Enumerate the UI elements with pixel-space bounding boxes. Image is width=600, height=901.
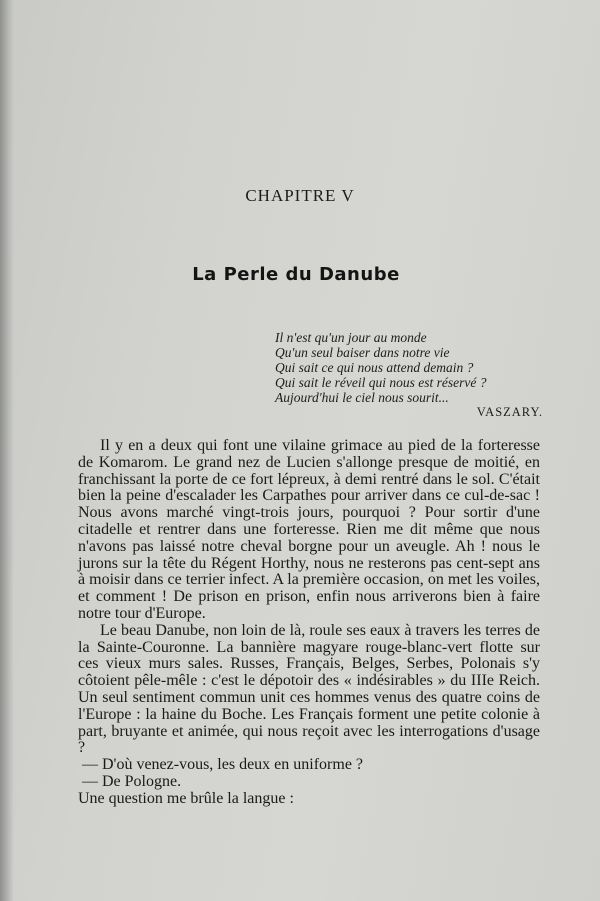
paragraph: Le beau Danube, non loin de là, roule ses eaux à travers les terres de la Sainte-Couronne. La bannière magyare rouge-blanc-vert flotte sur ces vieux murs sales. Russes, Français, Belges, Serbes, Polonais s'y côtoient pêle-mêle : c'est le dépotoir des « indésirables » du IIIe Reich. Un seul sentiment commun unit ces hommes venus des quatre coins de l'Europe : la haine du Boche. Les Français forment une petite colonie à part, bruyante et animée, qui nous reçoit avec les interrogations d'usage ? xyxy=(78,621,540,757)
paragraph: Il y en a deux qui font une vilaine grimace au pied de la forteresse de Komarom. Le grand nez de Lucien s'allonge presque de moitié, en franchissant la porte de ce fort lépreux, à demi rentré dans le sol. C'était bien la peine d'escalader les Carpathes pour arriver dans ce cul-de-sac ! Nous avons marché vingt-trois jours, pourquoi ? Pour sortir d'une citadelle et rentrer dans une forteresse. Rien me dit même que nous n'avons pas laissé notre cheval borgne pour un aveugle. Ah ! nous le jurons sur la tête du Régent Horthy, nous ne resterons pas cent-sept ans à moisir dans ce terrier infect. A la première occasion, on met les voiles, et comment ! De prison en prison, enfin nous arriverons bien à faire notre tour d'Europe. xyxy=(78,437,540,622)
epigraph-line: Qui sait le réveil qui nous est réservé ? xyxy=(275,375,487,390)
body-text xyxy=(78,438,540,808)
epigraph-line: Qu'un seul baiser dans notre vie xyxy=(275,345,450,360)
epigraph-line: Qui sait ce qui nous attend demain ? xyxy=(275,360,474,375)
dialogue-line: — De Pologne. xyxy=(82,772,182,790)
epigraph-line: Aujourd'hui le ciel nous sourit... xyxy=(275,390,449,405)
epigraph-line: Il n'est qu'un jour au monde xyxy=(275,330,427,345)
chapter-title: La Perle du Danube xyxy=(192,264,400,285)
epigraph xyxy=(275,330,545,420)
chapter-heading: CHAPITRE V xyxy=(245,186,355,205)
epigraph-author: VASZARY. xyxy=(476,405,543,419)
paragraph: Une question me brûle la langue : xyxy=(78,789,294,807)
page-gutter-shadow xyxy=(0,0,14,901)
dialogue-line: — D'où venez-vous, les deux en uniforme ? xyxy=(82,756,364,774)
